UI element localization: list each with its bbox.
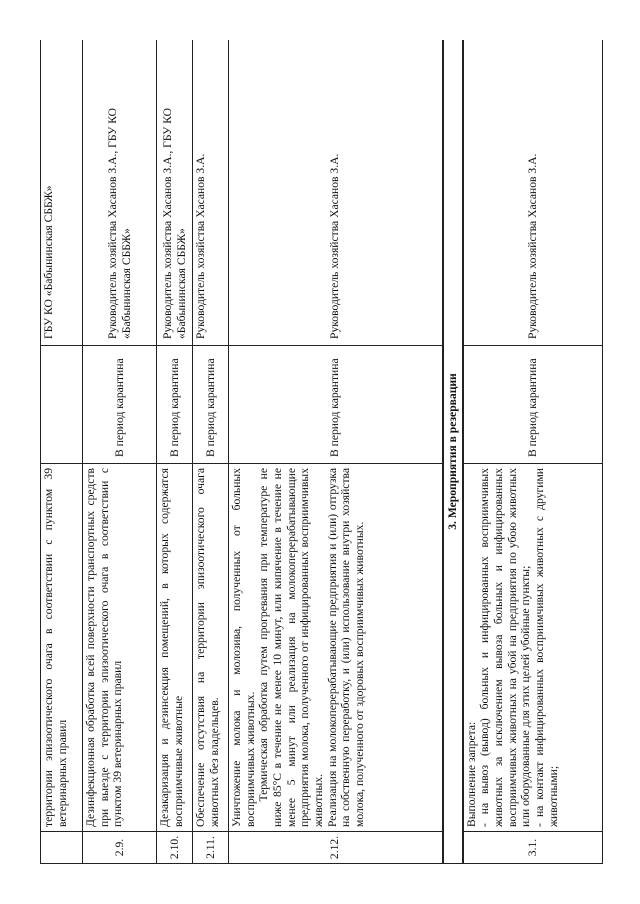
row-number: 2.11. [193, 832, 229, 864]
action-text: - на контакт инфицированных восприимчивых животных с другими животными; [532, 468, 560, 827]
row-period [41, 346, 83, 464]
action-text: - на вывоз (вывод) больных и инфицированных восприимчивых животных за исключением вывоза больных и инфицированных восприимчивых животных на убой на предприятия по убою животных или оборудованные для этих целей убойные пункты; [478, 468, 533, 827]
row-responsible: Руководитель хозяйства Хасанов З.А. [193, 40, 229, 346]
row-responsible: Руководитель хозяйства Хасанов З.А., ГБУ КО «Бабынинская СББЖ» [157, 40, 193, 346]
table-row [193, 40, 229, 864]
table-row [463, 40, 603, 864]
row-responsible: Руководитель хозяйства Хасанов З.А. [229, 40, 443, 346]
row-period: В период карантина [229, 346, 443, 464]
action-text: Реализация на молокоперерабатывающие предприятия и (или) отгрузка на собственную переработку, и (или) использование внутри хозяйства молока, полученного от здоровых восприимчивых животных. [325, 468, 367, 827]
row-action [157, 464, 193, 832]
action-text: Дезакаризация и дезинсекция помещений, в которых содержатся восприимчивые животные [158, 468, 185, 827]
row-action [229, 464, 443, 832]
page-frame [40, 40, 606, 864]
action-text: Термическая обработка путем прогревания при температуре не ниже 85°С в течение не менее 10 минут, или кипячение в течение не менее 5 минут или реализация на молокоперерабатывающие предприятия молока, полученного от инфицированных восприимчивых животных. [257, 468, 326, 827]
row-period: В период карантина [83, 346, 157, 464]
section-title: 3. Мероприятия в резервации [443, 40, 463, 864]
row-number: 2.9. [83, 832, 157, 864]
row-action [41, 464, 83, 832]
row-responsible: Руководитель хозяйства Хасанов З.А. [463, 40, 603, 346]
section-header-row [443, 40, 463, 864]
measures-table [40, 40, 603, 864]
row-action [193, 464, 229, 832]
table-row [157, 40, 193, 864]
row-number: 2.10. [157, 832, 193, 864]
row-action [83, 464, 157, 832]
row-period: В период карантина [463, 346, 603, 464]
row-period: В период карантина [157, 346, 193, 464]
table-row [41, 40, 83, 864]
action-text: Уничтожение молока и молозива, полученных от больных восприимчивых животных. [230, 468, 257, 827]
row-responsible: ГБУ КО «Бабынинская СББЖ» [41, 40, 83, 346]
table-row [83, 40, 157, 864]
rotated-table-sheet [40, 40, 606, 864]
row-number: 3.1. [463, 832, 603, 864]
action-text: Дезинфекционная обработка всей поверхности транспортных средств при выезде с территории эпизоотического очага в соответствии с пунктом 39 ветеринарных правил [84, 468, 125, 827]
row-period: В период карантина [193, 346, 229, 464]
row-number: 2.12. [229, 832, 443, 864]
row-number [41, 832, 83, 864]
row-action [463, 464, 603, 832]
action-text: территории эпизоотического очага в соответствии с пунктом 39 ветеринарных правил [42, 468, 69, 827]
row-responsible: Руководитель хозяйства Хасанов З.А., ГБУ КО «Бабынинская СББЖ» [83, 40, 157, 346]
table-row [229, 40, 443, 864]
action-text: Обеспечение отсутствия на территории эпизоотического очага животных без владельцев. [194, 468, 221, 827]
action-text: Выполнение запрета: [464, 721, 478, 827]
